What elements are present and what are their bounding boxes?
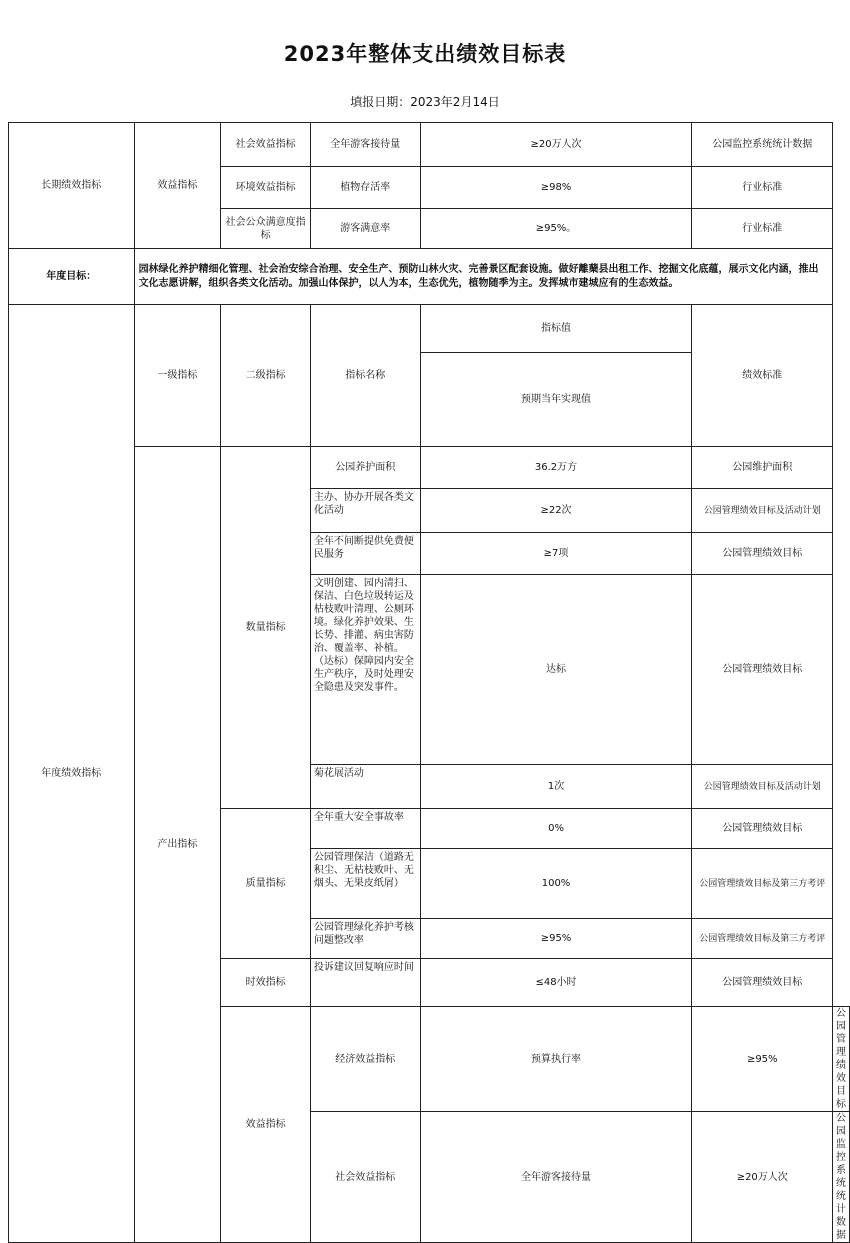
sub-indicator: 社会效益指标 [221, 123, 311, 167]
indicator-standard: 公园管理绩效目标及第三方考评 [692, 849, 833, 919]
indicator-name: 全年不间断提供免费便民服务 [310, 533, 420, 575]
indicator-standard: 公园监控系统统计数据 [692, 123, 833, 167]
indicator-name: 游客满意率 [310, 209, 420, 249]
sub-indicator: 社会公众满意度指标 [221, 209, 311, 249]
indicator-standard: 公园监控系统统计数据 [833, 1112, 850, 1243]
indicator-name: 全年游客接待量 [310, 123, 420, 167]
table-row [9, 249, 850, 305]
header-target: 指标值 [420, 305, 692, 353]
long-term-label: 长期绩效指标 [9, 123, 135, 249]
table-row [9, 123, 850, 167]
indicator-name: 公园管理绿化养护考核问题整改率 [310, 919, 420, 959]
table-row [9, 447, 850, 489]
indicator-value: ≥95% [692, 1007, 833, 1112]
indicator-standard: 公园管理绩效目标 [692, 533, 833, 575]
page-title: 2023年整体支出绩效目标表 [283, 42, 567, 66]
sub-indicator: 经济效益指标 [310, 1007, 420, 1112]
indicator-name: 植物存活率 [310, 167, 420, 209]
indicator-name: 预算执行率 [420, 1007, 692, 1112]
indicator-value: 100% [420, 849, 692, 919]
indicator-standard: 公园管理绩效目标及第三方考评 [692, 919, 833, 959]
indicator-standard: 公园管理绩效目标 [692, 575, 833, 765]
annual-goal-text: 园林绿化养护精细化管理、社会治安综合治理、安全生产、预防山林火灾、完善景区配套设施。做好離蘖县出租工作、挖掘文化底蕴，展示文化内涵，推出文化志愿讲解，组织各类文化活动。加强山体保护，以人为本，生态优先，植物随季为主。发挥城市建城应有的生态效益。 [134, 249, 832, 305]
indicator-standard: 行业标准 [692, 209, 833, 249]
indicator-value: ≥7项 [420, 533, 692, 575]
indicator-name: 主办、协办开展各类文化活动 [310, 489, 420, 533]
indicator-value: 36.2万方 [420, 447, 692, 489]
header-standard: 绩效标准 [692, 305, 833, 447]
annual-goal-label: 年度目标： [9, 249, 135, 305]
indicator-standard: 公园管理绩效目标及活动计划 [692, 765, 833, 809]
performance-table [8, 122, 850, 1243]
indicator-standard: 公园管理绩效目标及活动计划 [692, 489, 833, 533]
table-row [9, 305, 850, 353]
indicator-value: 0% [420, 809, 692, 849]
indicator-name: 全年游客接待量 [420, 1112, 692, 1243]
indicator-standard: 公园管理绩效目标 [692, 959, 833, 1007]
header-expected: 预期当年实现值 [420, 353, 692, 447]
sub-indicator: 社会效益指标 [310, 1112, 420, 1243]
indicator-name: 文明创建、园内清扫、保洁、白色垃圾转运及枯枝败叶清理、公厕环境。绿化养护效果、生长势、排灌、病虫害防治、覆盖率、补植。（达标）保障园内安全生产秩序，及时处理安全隐患及突发事件。 [310, 575, 420, 765]
indicator-value: ≥22次 [420, 489, 692, 533]
indicator-value: 1次 [420, 765, 692, 809]
indicator-name: 菊花展活动 [310, 765, 420, 809]
indicator-standard: 行业标准 [692, 167, 833, 209]
sub-indicator: 环境效益指标 [221, 167, 311, 209]
header-level2: 二级指标 [221, 305, 311, 447]
indicator-name: 公园管理保洁（道路无积尘、无枯枝败叶、无烟头、无果皮纸屑） [310, 849, 420, 919]
fill-date: 填报日期：2023年2月14日 [350, 95, 500, 109]
indicator-value: ≥95% [420, 919, 692, 959]
long-term-category: 效益指标 [134, 123, 221, 249]
indicator-value: ≥98% [420, 167, 692, 209]
benefit-label: 效益指标 [221, 1007, 311, 1243]
indicator-value: ≤48小时 [420, 959, 692, 1007]
indicator-name: 全年重大安全事故率 [310, 809, 420, 849]
indicator-name: 投诉建议回复响应时间 [310, 959, 420, 1007]
indicator-name: 公园养护面积 [310, 447, 420, 489]
header-level1: 一级指标 [134, 305, 221, 447]
quantity-label: 数量指标 [221, 447, 311, 809]
indicator-value: ≥20万人次 [692, 1112, 833, 1243]
indicator-standard: 公园维护面积 [692, 447, 833, 489]
timeliness-label: 时效指标 [221, 959, 311, 1007]
annual-label: 年度绩效指标 [9, 305, 135, 1243]
quality-label: 质量指标 [221, 809, 311, 959]
output-label: 产出指标 [134, 447, 221, 1243]
indicator-standard: 公园管理绩效目标 [833, 1007, 850, 1112]
indicator-value: ≥95%。 [420, 209, 692, 249]
header-name: 指标名称 [310, 305, 420, 447]
indicator-value: 达标 [420, 575, 692, 765]
indicator-standard: 公园管理绩效目标 [692, 809, 833, 849]
indicator-value: ≥20万人次 [420, 123, 692, 167]
